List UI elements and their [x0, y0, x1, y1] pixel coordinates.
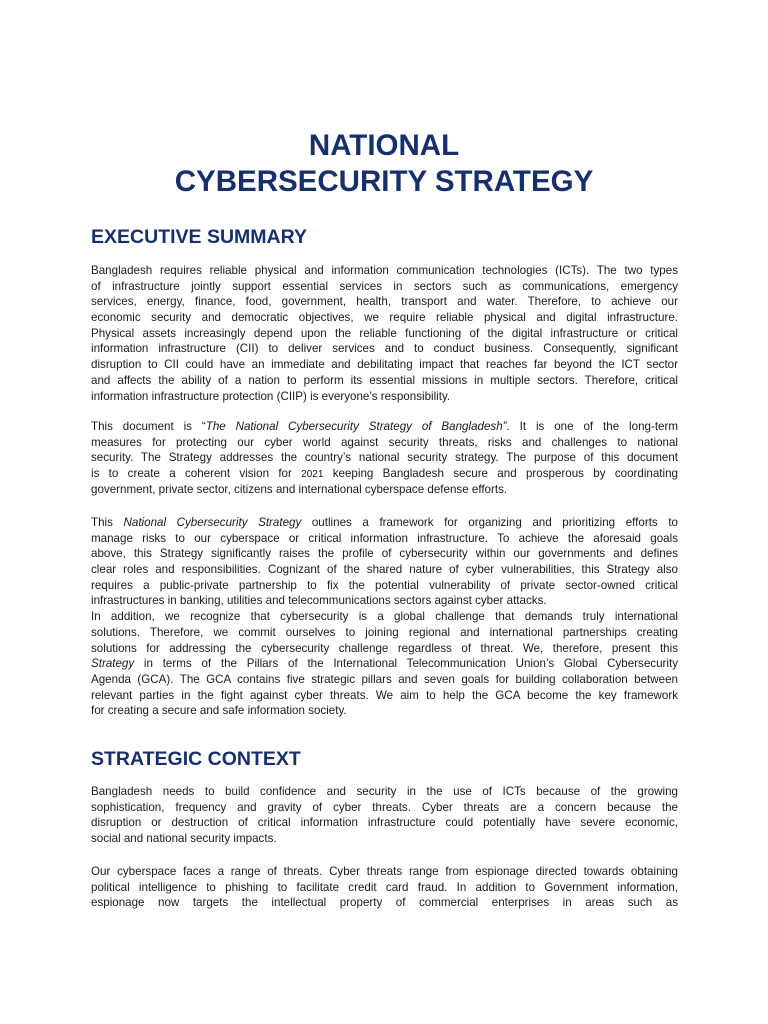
strategy-name-italic: National Cybersecurity Strategy — [123, 516, 302, 529]
paragraph-line: solutions for addressing the cybersecurity challenge regardless of threat. We, therefore, present this — [91, 641, 678, 655]
paragraph-line: political intelligence to phishing to facilitate credit card fraud. In addition to Government information, — [91, 880, 678, 894]
paragraph-line: and affects the ability of a nation to perform its essential missions in multiple sectors. Therefore, critical — [91, 373, 678, 387]
paragraph-line: espionage now targets the intellectual property of commercial enterprises in areas such as — [91, 896, 678, 910]
paragraph-1 — [91, 263, 678, 404]
paragraph-line: information infrastructure (CII) to deliver services and to conduct business. Consequently, significant — [91, 342, 678, 356]
paragraph-3 — [91, 515, 678, 719]
paragraph-line: Our cyberspace faces a range of threats. Cyber threats range from espionage directed towards obtaining — [91, 865, 678, 878]
year-number: 2021 — [301, 469, 324, 481]
paragraph-line: In addition, we recognize that cybersecurity is a global challenge that demands truly international — [91, 610, 678, 624]
text-run: in terms of the Pillars of the International Telecommunication Union’s Global Cybersecurity — [134, 657, 678, 671]
paragraph-line: Agenda (GCA). The GCA contains five strategic pillars and seven goals for building collaboration between — [91, 672, 678, 686]
paragraph-line: requires a public-private partnership to fix the potential vulnerability of private sector-owned critical — [91, 578, 678, 592]
text-run: is to create a coherent vision for — [91, 467, 302, 481]
paragraph-line: services, energy, finance, food, government, health, transport and water. Therefore, to achieve our — [91, 295, 678, 309]
paragraph-line — [91, 419, 678, 435]
paragraph-5 — [91, 864, 678, 911]
document-title-line-1: NATIONAL — [308, 129, 460, 162]
paragraph-line: sophistication, frequency and gravity of cyber threats. Cyber threats are a concern because the — [91, 800, 678, 814]
paragraph-line: information infrastructure protection (CIIP) is everyone’s responsibility. — [91, 389, 451, 403]
paragraph-line — [91, 515, 678, 531]
paragraph-line: Bangladesh needs to build confidence and security in the use of ICTs because of the growing — [91, 785, 678, 798]
text-run: . It is one of the long-term — [506, 420, 679, 433]
paragraph-line: social and national security impacts. — [91, 832, 277, 846]
text-run: This document is “ — [91, 420, 206, 433]
paragraph-line: for creating a secure and safe information society. — [91, 704, 347, 718]
text-run: outlines a framework for organizing and prioritizing efforts to — [301, 516, 678, 529]
paragraph-line: solutions. Therefore, we commit ourselves to joining regional and international partnerships creating — [91, 625, 678, 639]
paragraph-line: manage risks to our cyberspace or critical information infrastructure. To achieve the aforesaid goals — [91, 531, 678, 545]
paragraph-line: above, this Strategy significantly raises the profile of cybersecurity within our governments and defines — [91, 547, 678, 561]
paragraph-line: Bangladesh requires reliable physical and information communication technologies (ICTs). The two types — [91, 264, 678, 277]
paragraph-line: economic security and democratic objectives, we require reliable physical and digital infrastructure. — [91, 311, 678, 325]
paragraph-line: Physical assets increasingly depend upon the reliable functioning of the digital infrastructure or critical — [91, 326, 678, 340]
paragraph-line: security. The Strategy addresses the country’s national security strategy. The purpose of this document — [91, 451, 678, 465]
paragraph-line: relevant parties in the fight against cyber threats. We aim to help the GCA become the key framework — [91, 688, 678, 702]
paragraph-line: of infrastructure jointly support essential services in sectors such as communications, emergency — [91, 279, 678, 293]
paragraph-line — [91, 656, 678, 672]
paragraph-line: measures for protecting our cyber world against security threats, risks and challenges to national — [91, 435, 678, 449]
document-title-line-2: CYBERSECURITY STRATEGY — [174, 165, 594, 198]
section-heading-strategic-context: STRATEGIC CONTEXT — [91, 748, 301, 770]
paragraph-line: clear roles and responsibilities. Cognizant of the shared nature of cyber vulnerabilities, this Strategy also — [91, 563, 678, 577]
section-heading-executive-summary: EXECUTIVE SUMMARY — [91, 226, 307, 248]
strategy-title-italic: The National Cybersecurity Strategy of Bangladesh” — [205, 420, 507, 433]
paragraph-line: disruption or destruction of critical information infrastructure could potentially have severe economic, — [91, 816, 678, 830]
paragraph-line — [91, 466, 678, 482]
paragraph-2 — [91, 419, 678, 497]
text-run: keeping Bangladesh secure and prosperous by coordinating — [323, 467, 678, 481]
paragraph-line: government, private sector, citizens and international cyberspace defense efforts. — [91, 482, 508, 496]
paragraph-4 — [91, 784, 678, 847]
paragraph-line: infrastructures in banking, utilities and telecommunications sectors against cyber attacks. — [91, 594, 547, 608]
text-run: This — [91, 516, 124, 529]
strategy-word-italic: Strategy — [91, 657, 135, 671]
paragraph-line: disruption to CII could have an immediate and debilitating impact that reaches far beyond the ICT sector — [91, 358, 678, 372]
